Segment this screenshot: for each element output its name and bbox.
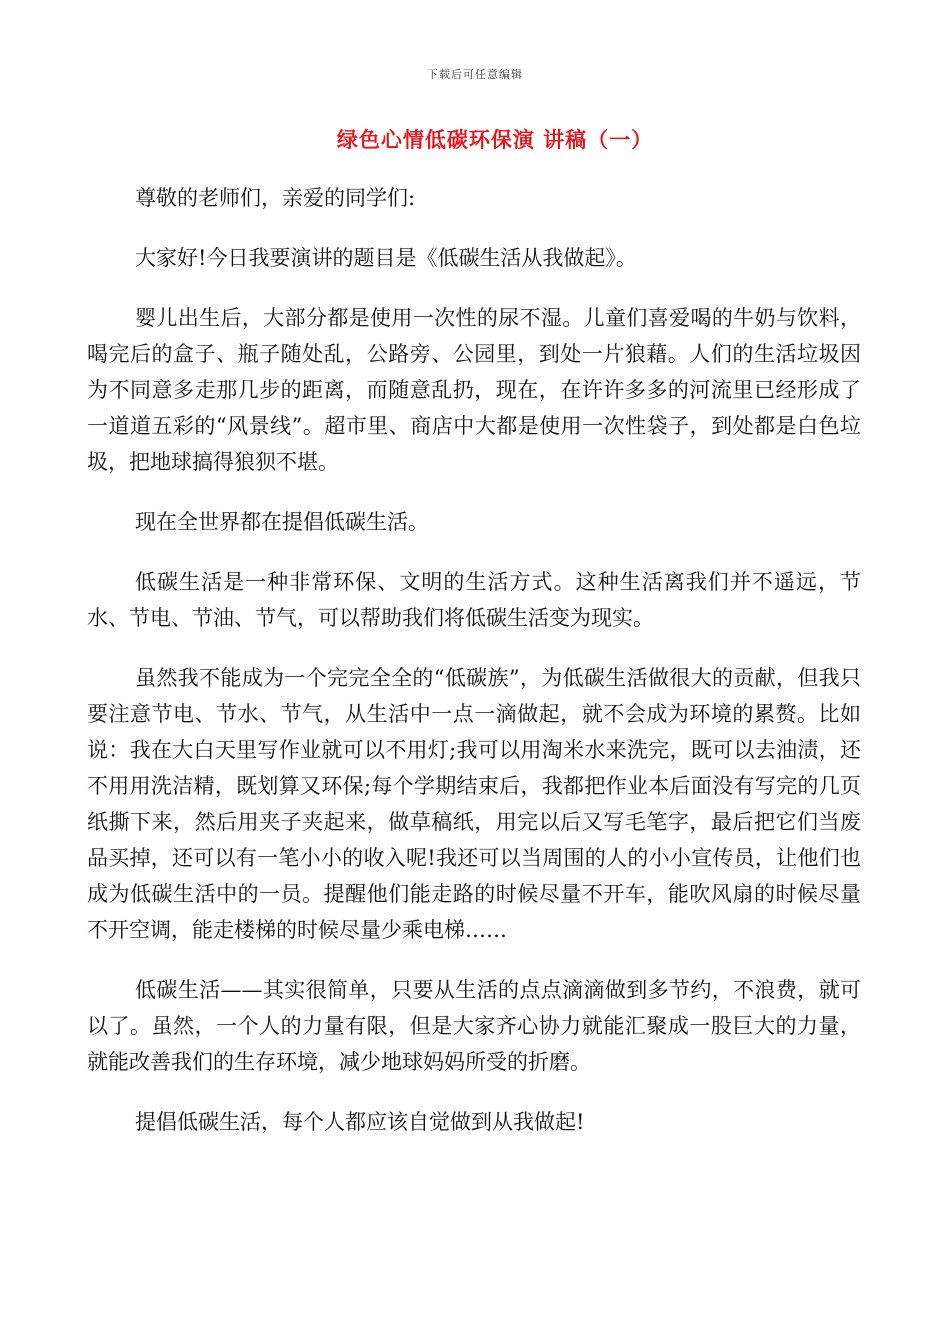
paragraph-definition: 低碳生活是一种非常环保、文明的生活方式。这种生活离我们并不遥远，节水、节电、节油、节气，可以帮助我们将低碳生活变为现实。 <box>87 570 861 630</box>
paragraph-greeting: 大家好!今日我要演讲的题目是《低碳生活从我做起》。 <box>135 246 637 270</box>
paragraph-problem: 婴儿出生后，大部分都是使用一次性的尿不湿。儿童们喜爱喝的牛奶与饮料，喝完后的盒子、瓶子随处乱，公路旁、公园里，到处一片狼藉。人们的生活垃圾因为不同意多走那几步的距离，而随意乱扔，现在，在许许多多的河流里已经形成了一道道五彩的“风景线”。超市里、商店中大都是使用一次性袋子，到处都是白色垃圾，把地球搞得狼狈不堪。 <box>87 306 861 474</box>
paragraph-examples: 虽然我不能成为一个完完全全的“低碳族”，为低碳生活做很大的贡献，但我只要注意节电、节水、节气，从生活中一点一滴做起，就不会成为环境的累赘。比如说：我在大白天里写作业就可以不用灯;我可以用淘米水来洗完，既可以去油渍，还不用用洗洁精，既划算又环保;每个学期结束后，我都把作业本后面没有写完的几页纸撕下来，然后用夹子夹起来，做草稿纸，用完以后又写毛笔字，最后把它们当废品买掉，还可以有一笔小小的收入呢!我还可以当周围的人的小小宣传员，让他们也成为低碳生活中的一员。提醒他们能走路的时候尽量不开车，能吹风扇的时候尽量不开空调，能走楼梯的时候尽量少乘电梯…… <box>87 666 861 942</box>
paragraph-summary: 低碳生活——其实很简单，只要从生活的点点滴滴做到多节约，不浪费，就可以了。虽然，一个人的力量有限，但是大家齐心协力就能汇聚成一股巨大的力量，就能改善我们的生存环境，减少地球妈妈所受的折磨。 <box>87 978 861 1074</box>
paragraph-call-to-action: 提倡低碳生活，每个人都应该自觉做到从我做起! <box>135 1110 585 1134</box>
document-title: 绿色心情低碳环保演 讲稿（一） <box>336 127 654 152</box>
document-body <box>87 180 861 1164</box>
paragraph-world: 现在全世界都在提倡低碳生活。 <box>135 510 429 534</box>
paragraph-salutation: 尊敬的老师们，亲爱的同学们: <box>135 186 416 210</box>
header-note: 下载后可任意编辑 <box>427 68 523 81</box>
